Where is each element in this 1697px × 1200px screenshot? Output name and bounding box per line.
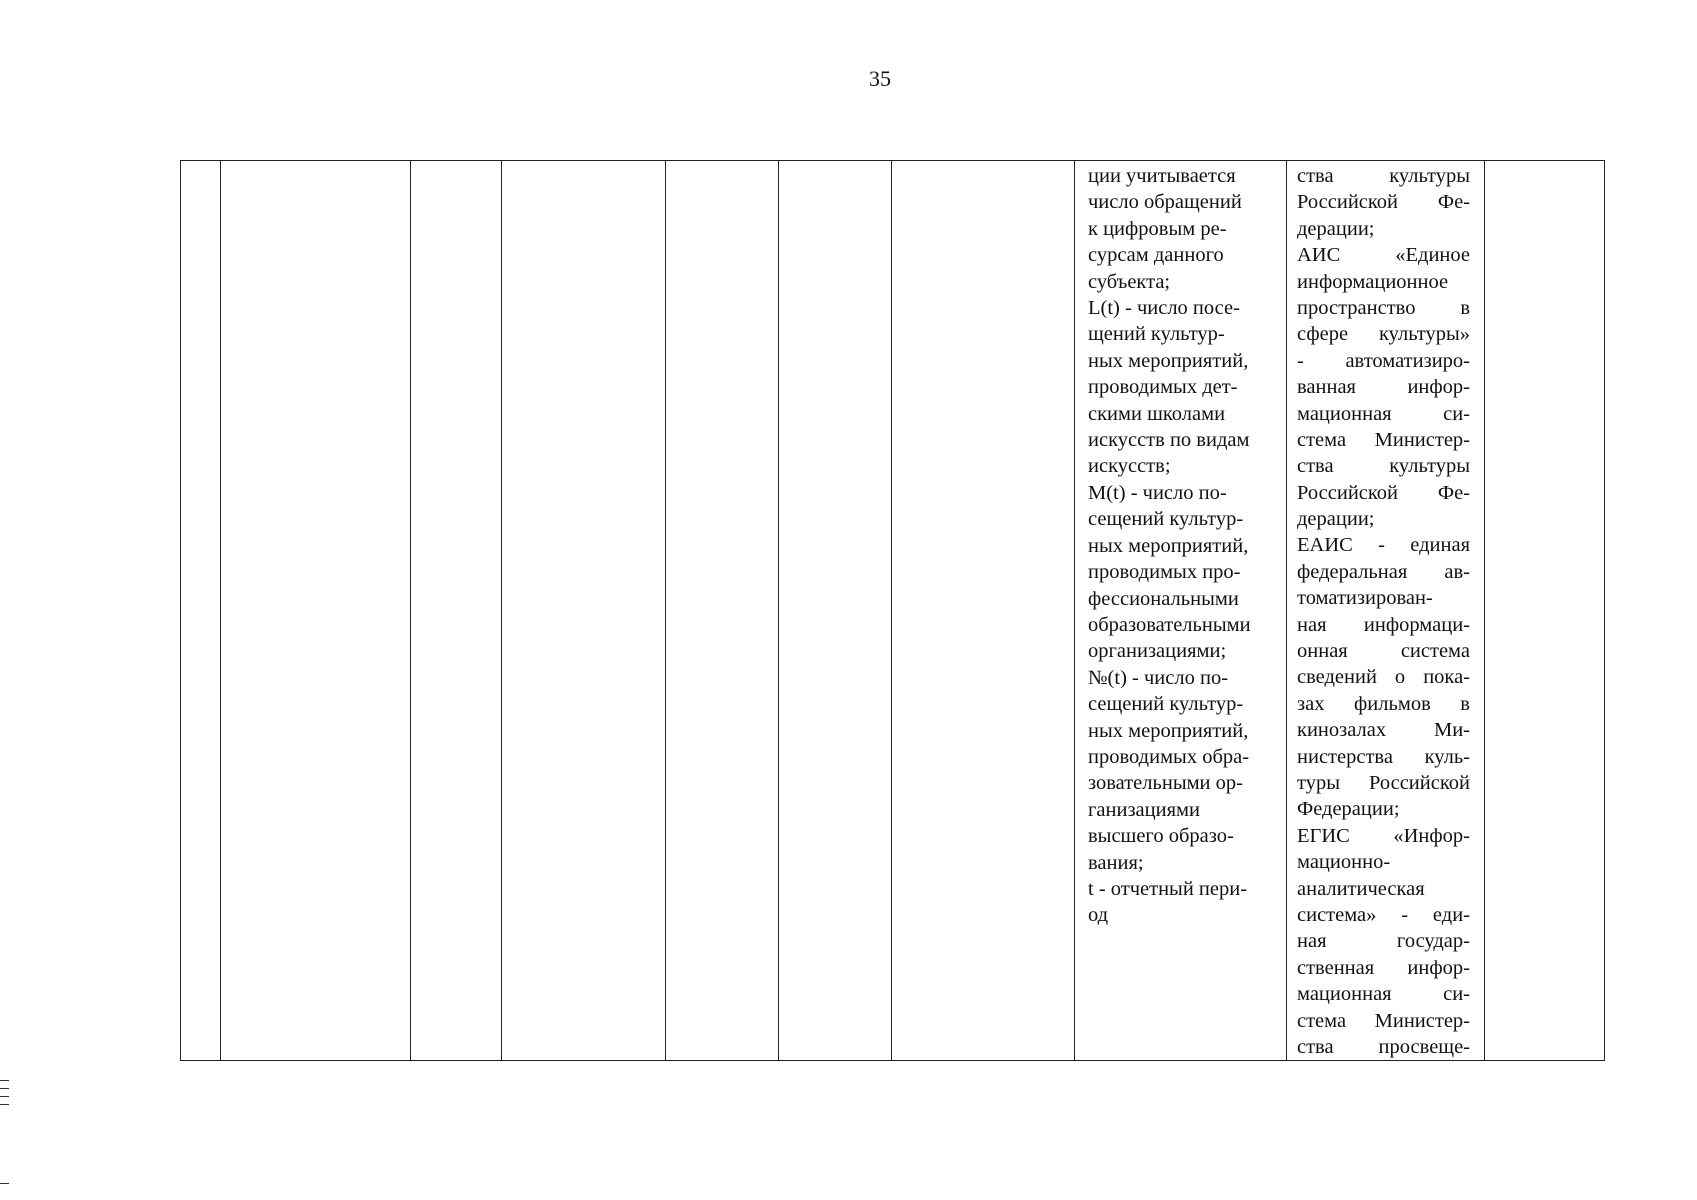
source-line: мационная си-	[1297, 983, 1470, 1006]
table-cell-col7	[892, 161, 1075, 1061]
source-line: ЕАИС - единая	[1297, 534, 1470, 557]
page-number: 35	[869, 66, 891, 91]
source-line: ства просвеще-	[1297, 1035, 1470, 1058]
source-line: федеральная ав-	[1297, 560, 1470, 583]
document-table	[180, 160, 1605, 1061]
scan-margin-mark	[0, 1088, 9, 1089]
source-line: дерации;	[1297, 508, 1375, 531]
table-cell-col1	[181, 161, 221, 1061]
source-line: - автоматизиро-	[1297, 349, 1470, 372]
scan-margin-mark	[0, 1080, 9, 1081]
scan-margin-mark	[0, 1104, 9, 1105]
table-cell-col4	[502, 161, 666, 1061]
table-row	[181, 161, 1605, 1061]
source-line: туры Российской	[1297, 771, 1470, 794]
table-cell-col3	[411, 161, 502, 1061]
formula-description-text: ции учитывается число обращений к цифровым ре- сурсам данного субъекта; L(t) - число посе- щений культур- ных мероприятий, проводимых дет- скими школами искусств по видам искусств; M(t) - число по- сещений культур- ных мероприятий, проводимых про- фессиональными образовательными организациями; №(t) - число по- сещений культур- ных мероприятий, проводимых обра- зовательными ор- ганизациями высшего образо- вания; t - отчетный пери- од	[1088, 165, 1251, 927]
source-line: сведений о пока-	[1297, 666, 1470, 689]
scan-margin-mark	[0, 1096, 9, 1097]
scan-margin-mark	[0, 1183, 9, 1184]
table-cell-col10	[1485, 161, 1605, 1061]
source-line: ственная инфор-	[1297, 956, 1470, 979]
source-line: дерации;	[1297, 217, 1375, 240]
source-line: стема Министер-	[1297, 428, 1470, 451]
source-line: зах фильмов в	[1297, 692, 1470, 715]
source-line: сфере культуры»	[1297, 323, 1470, 346]
source-line: Российской Фе-	[1297, 191, 1470, 214]
table-cell-formula-description	[1075, 161, 1287, 1061]
source-line: ванная инфор-	[1297, 376, 1470, 399]
source-line: Федерации;	[1297, 798, 1400, 821]
source-line: ная государ-	[1297, 930, 1470, 953]
source-line: аналитическая	[1297, 877, 1425, 900]
source-line: стема Министер-	[1297, 1009, 1470, 1032]
table-cell-col5	[666, 161, 779, 1061]
source-line: пространство в	[1297, 296, 1470, 319]
source-line: томатизирован-	[1297, 587, 1433, 610]
table-cell-data-sources	[1287, 161, 1485, 1061]
table-cell-col6	[779, 161, 892, 1061]
source-line: система» - еди-	[1297, 903, 1470, 926]
source-line: мационно-	[1297, 851, 1391, 874]
source-line: информационное	[1297, 270, 1449, 293]
source-line: онная система	[1297, 640, 1470, 663]
source-line: кинозалах Ми-	[1297, 719, 1470, 742]
source-line: ная информаци-	[1297, 613, 1470, 636]
table-cell-col2	[221, 161, 411, 1061]
source-line: мационная си-	[1297, 402, 1470, 425]
source-line: нистерства куль-	[1297, 745, 1470, 768]
data-sources-text	[1287, 161, 1484, 1060]
source-line: ства культуры	[1297, 165, 1470, 187]
source-line: Российской Фе-	[1297, 481, 1470, 504]
source-line: АИС «Единое	[1297, 244, 1470, 267]
source-line: ства культуры	[1297, 455, 1470, 478]
source-line: ЕГИС «Инфор-	[1297, 824, 1470, 847]
